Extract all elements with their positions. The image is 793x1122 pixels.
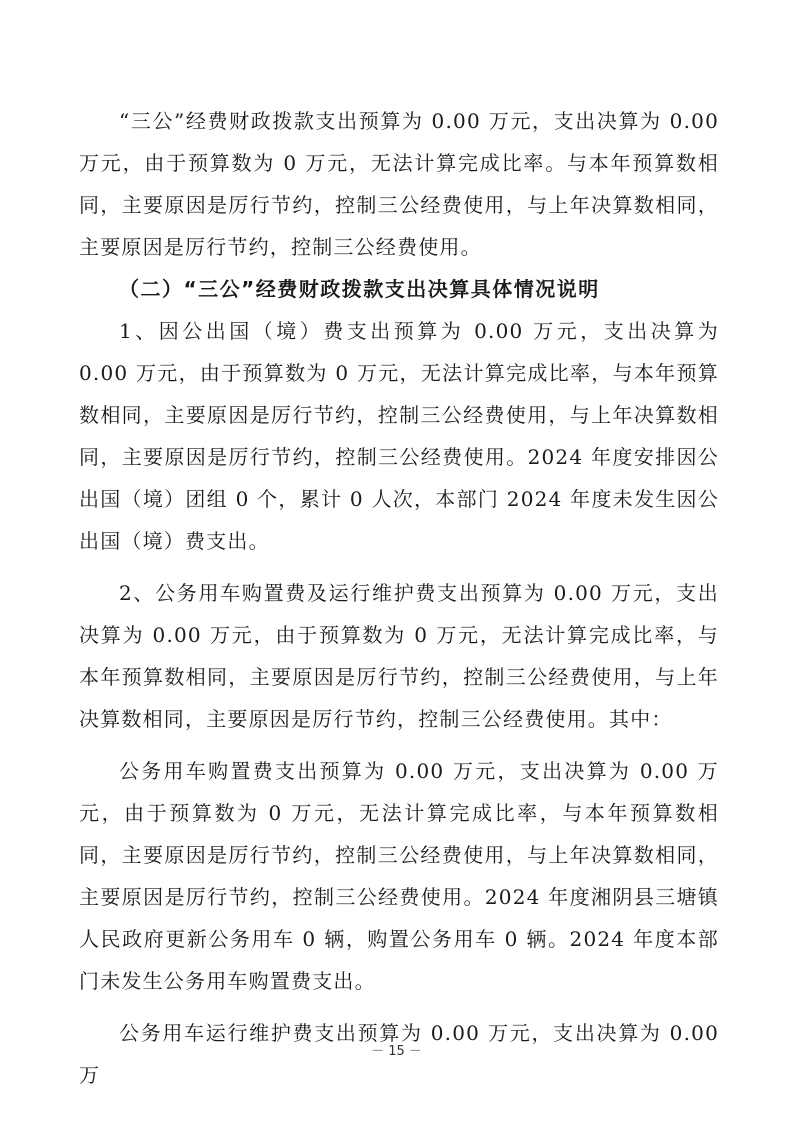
paragraph-vehicle-maintenance: 公务用车运行维护费支出预算为 0.00 万元，支出决算为 0.00 万 [79, 1021, 719, 1087]
paragraph-three-public-summary: “三公”经费财政拨款支出预算为 0.00 万元，支出决算为 0.00 万元，由于预算数为 0 万元，无法计算完成比率。与本年预算数相同，主要原因是厉行节约，控制三公经费使用，与上年决算数相同，主要原因是厉行节约，控制三公经费使用。 [79, 109, 719, 259]
paragraph-spacer [79, 1002, 719, 1012]
section-heading-two: （二）“三公”经费财政拨款支出决算具体情况说明 [119, 277, 600, 301]
paragraph-spacer [79, 740, 719, 750]
document-body [79, 100, 719, 1096]
paragraph-spacer [79, 562, 719, 572]
paragraph-official-vehicles: 2、公务用车购置费及运行维护费支出预算为 0.00 万元，支出决算为 0.00 万元，由于预算数为 0 万元，无法计算完成比率，与本年预算数相同，主要原因是厉行节约，控制三公经费使用，与上年决算数相同，主要原因是厉行节约，控制三公经费使用。其中： [79, 581, 719, 731]
page-number: － 15 － [371, 1044, 422, 1059]
paragraph-overseas-travel: 1、因公出国（境）费支出预算为 0.00 万元，支出决算为 0.00 万元，由于预算数为 0 万元，无法计算完成比率，与本年预算数相同，主要原因是厉行节约，控制三公经费使用，与上年决算数相同，主要原因是厉行节约，控制三公经费使用。2024 年度安排因公出国（境）团组 0 个，累计 0 人次，本部门 2024 年度未发生因公出国（境）费支出。 [79, 319, 719, 553]
paragraph-vehicle-purchase: 公务用车购置费支出预算为 0.00 万元，支出决算为 0.00 万元，由于预算数为 0 万元，无法计算完成比率，与本年预算数相同，主要原因是厉行节约，控制三公经费使用，与上年决算数相同，主要原因是厉行节约，控制三公经费使用。2024 年度湘阴县三塘镇人民政府更新公务用车 0 辆，购置公务用车 0 辆。2024 年度本部门未发生公务用车购置费支出。 [79, 759, 719, 993]
